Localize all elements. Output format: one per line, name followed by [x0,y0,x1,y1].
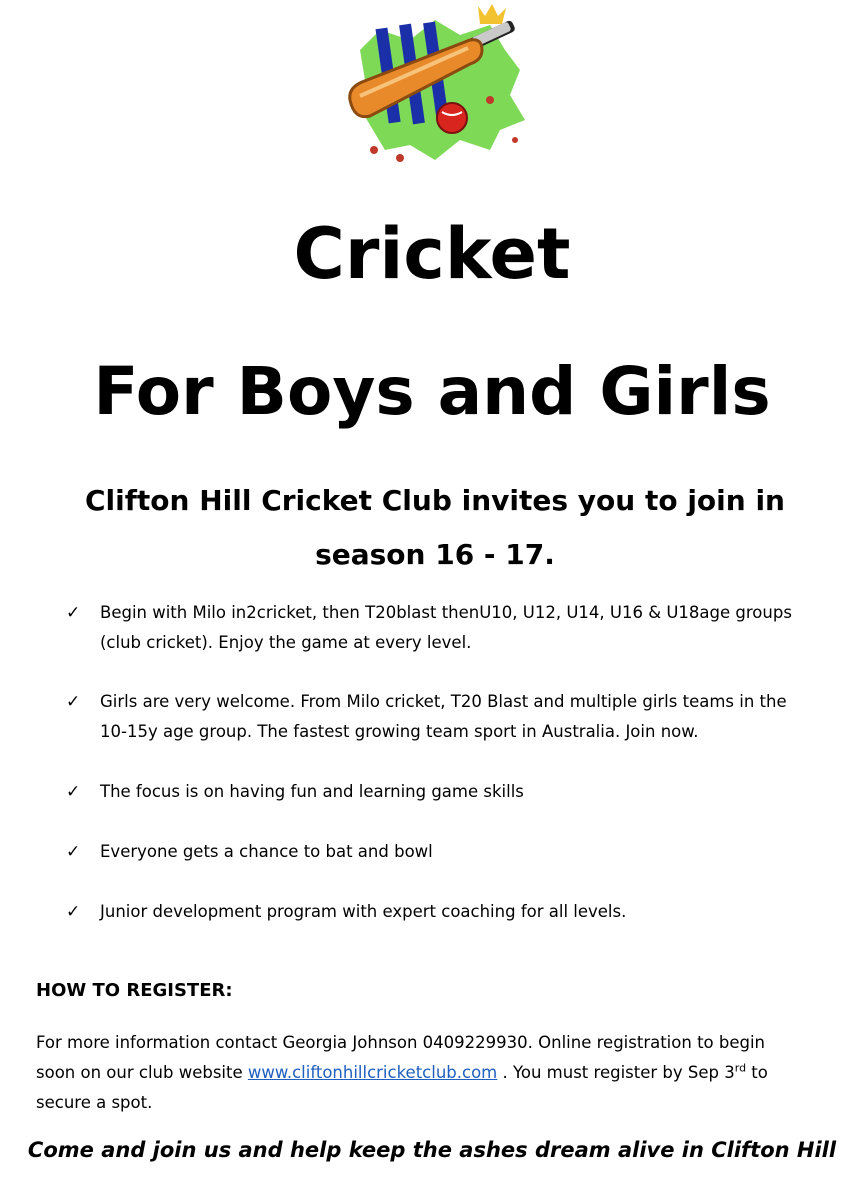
list-item-line: The focus is on having fun and learning game skills [100,782,524,801]
cricket-clipart-icon [340,0,530,170]
register-heading: HOW TO REGISTER: [36,980,233,1001]
register-line: . You must register by Sep 3 [497,1063,735,1082]
check-icon: ✓ [66,902,81,922]
club-website-link[interactable]: www.cliftonhillcricketclub.com [247,1063,498,1082]
page-title: Cricket [293,213,571,295]
register-line: secure a spot. [36,1093,153,1112]
date-suffix: rd [734,1061,747,1075]
closing-tagline: Come and join us and help keep the ashes dream alive in Clifton Hill [27,1138,837,1162]
check-icon: ✓ [66,842,81,862]
register-line: to [746,1063,768,1082]
check-icon: ✓ [66,603,81,623]
list-item [66,598,792,658]
list-item-line: Junior development program with expert coaching for all levels. [100,902,627,921]
list-item-line: Begin with Milo in2cricket, then T20blast thenU10, U12, U14, U16 & U18age groups [100,603,792,622]
list-item-line: Everyone gets a chance to bat and bowl [100,842,433,861]
check-icon: ✓ [66,782,81,802]
intro-text: Clifton Hill Cricket Club invites you to join in season 16 - 17. [85,484,785,571]
register-line: For more information contact Georgia Johnson 0409229930. Online registration to begin [36,1033,766,1052]
list-item [66,687,787,747]
check-icon: ✓ [66,692,81,712]
list-item [66,837,433,867]
list-item-line: Girls are very welcome. From Milo cricket, T20 Blast and multiple girls teams in the [100,692,787,711]
list-item-line: (club cricket). Enjoy the game at every level. [100,633,472,652]
register-text [36,1028,826,1118]
page-subtitle: For Boys and Girls [93,353,771,430]
list-item [66,897,626,927]
list-item [66,777,524,807]
register-line: soon on our club website [36,1063,248,1082]
list-item-line: 10-15y age group. The fastest growing team sport in Australia. Join now. [100,722,699,741]
